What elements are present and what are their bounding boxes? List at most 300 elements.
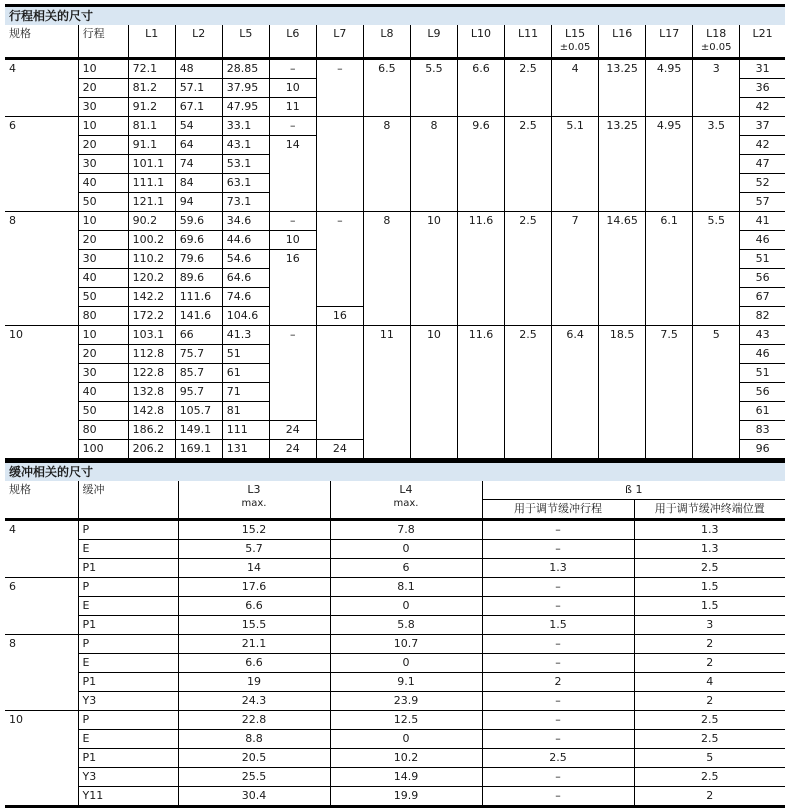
l5-cell: 41.3 (222, 326, 269, 345)
table-row (5, 711, 785, 730)
l4-cell: 0 (330, 597, 482, 616)
l3-cell: 19 (178, 673, 330, 692)
l15-cell: 7 (552, 212, 599, 326)
l6-cell: 10 (269, 231, 316, 250)
header-spacer (320, 41, 360, 55)
l1-cell: 103.1 (128, 326, 175, 345)
column-header-l6 (269, 25, 316, 59)
l1-cell: 186.2 (128, 421, 175, 440)
l6-cell: 10 (269, 79, 316, 98)
l8-cell: 11 (363, 326, 410, 460)
l5-cell: 74.6 (222, 288, 269, 307)
l8-cell: 8 (363, 117, 410, 212)
l4-cell: 12.5 (330, 711, 482, 730)
column-header-label: L6 (286, 27, 300, 40)
l21-cell: 46 (740, 231, 785, 250)
l7-cell (316, 421, 363, 440)
l7-cell (316, 174, 363, 193)
l3-cell: 30.4 (178, 787, 330, 807)
l1-cell: 121.1 (128, 193, 175, 212)
l3-cell: 21.1 (178, 635, 330, 654)
l18-cell: 3.5 (693, 117, 740, 212)
column-header-label: L4 (399, 483, 413, 496)
column-header-l11 (505, 25, 552, 59)
l3-cell: 15.2 (178, 520, 330, 540)
l1-cell: 72.1 (128, 59, 175, 79)
cushion-dimensions-table (5, 460, 785, 808)
l21-cell: 96 (740, 440, 785, 460)
stroke-cell: 50 (78, 193, 128, 212)
column-header-beta1-end: 用于调节缓冲终端位置 (634, 500, 785, 520)
column-header-label: L3 (247, 483, 261, 496)
l5-cell: 44.6 (222, 231, 269, 250)
cushion-cell: Y11 (78, 787, 178, 807)
section-title: 缓冲相关的尺寸 (5, 462, 785, 482)
beta1-stroke-cell: – (482, 635, 634, 654)
l5-cell: 71 (222, 383, 269, 402)
l15-cell: 5.1 (552, 117, 599, 212)
column-header-max: max. (393, 498, 419, 509)
l7-cell (316, 269, 363, 288)
header-spacer (414, 41, 454, 55)
l6-cell (269, 345, 316, 364)
l2-cell: 54 (175, 117, 222, 136)
cushion-cell: E (78, 654, 178, 673)
l9-cell: 8 (410, 117, 457, 212)
l11-cell: 2.5 (505, 326, 552, 460)
l6-cell (269, 269, 316, 288)
l4-cell: 6 (330, 559, 482, 578)
l11-cell: 2.5 (505, 117, 552, 212)
column-header-beta1-stroke: 用于调节缓冲行程 (482, 500, 634, 520)
column-header-cushion: 缓冲 (78, 481, 178, 520)
l3-cell: 22.8 (178, 711, 330, 730)
l6-cell (269, 174, 316, 193)
l4-cell: 10.2 (330, 749, 482, 768)
l21-cell: 56 (740, 269, 785, 288)
l2-cell: 67.1 (175, 98, 222, 117)
l2-cell: 169.1 (175, 440, 222, 460)
l5-cell: 73.1 (222, 193, 269, 212)
header-spacer (461, 41, 501, 55)
beta1-end-cell: 4 (634, 673, 785, 692)
beta1-stroke-cell: – (482, 692, 634, 711)
l1-cell: 101.1 (128, 155, 175, 174)
l3-cell: 5.7 (178, 540, 330, 559)
l16-cell: 13.25 (599, 117, 646, 212)
l11-cell: 2.5 (505, 59, 552, 117)
table-row (5, 117, 785, 136)
l3-cell: 14 (178, 559, 330, 578)
l17-cell: 4.95 (646, 117, 693, 212)
l2-cell: 66 (175, 326, 222, 345)
l2-cell: 89.6 (175, 269, 222, 288)
header-spacer (9, 41, 75, 55)
beta1-end-cell: 2.5 (634, 559, 785, 578)
l2-cell: 57.1 (175, 79, 222, 98)
l21-cell: 46 (740, 345, 785, 364)
l7-cell (316, 136, 363, 155)
l1-cell: 172.2 (128, 307, 175, 326)
column-header-label: L21 (752, 27, 773, 40)
l6-cell: 16 (269, 250, 316, 269)
l6-cell (269, 193, 316, 212)
l4-cell: 7.8 (330, 520, 482, 540)
column-header-label: L18 (706, 27, 727, 40)
l21-cell: 56 (740, 383, 785, 402)
l5-cell: 61 (222, 364, 269, 383)
l1-cell: 91.1 (128, 136, 175, 155)
l2-cell: 141.6 (175, 307, 222, 326)
l21-cell: 47 (740, 155, 785, 174)
stroke-cell: 20 (78, 136, 128, 155)
cushion-cell: P1 (78, 559, 178, 578)
beta1-end-cell: 2.5 (634, 768, 785, 787)
table-row (5, 768, 785, 787)
l18-cell: 5.5 (693, 212, 740, 326)
header-spacer (367, 41, 407, 55)
l2-cell: 95.7 (175, 383, 222, 402)
l7-cell: 16 (316, 307, 363, 326)
beta1-end-cell: 1.3 (634, 520, 785, 540)
column-header-l15 (552, 25, 599, 59)
l21-cell: 57 (740, 193, 785, 212)
l21-cell: 37 (740, 117, 785, 136)
l7-cell: – (316, 212, 363, 231)
l3-cell: 6.6 (178, 597, 330, 616)
column-header-l1 (128, 25, 175, 59)
l1-cell: 132.8 (128, 383, 175, 402)
l6-cell: 24 (269, 440, 316, 460)
l5-cell: 43.1 (222, 136, 269, 155)
stroke-cell: 80 (78, 307, 128, 326)
beta1-end-cell: 1.3 (634, 540, 785, 559)
beta1-stroke-cell: 2.5 (482, 749, 634, 768)
l1-cell: 110.2 (128, 250, 175, 269)
l7-cell (316, 155, 363, 174)
l2-cell: 48 (175, 59, 222, 79)
cushion-cell: P (78, 635, 178, 654)
l3-cell: 8.8 (178, 730, 330, 749)
beta1-stroke-cell: – (482, 578, 634, 597)
l4-cell: 5.8 (330, 616, 482, 635)
table-row (5, 749, 785, 768)
stroke-cell: 50 (78, 288, 128, 307)
table-row (5, 635, 785, 654)
beta1-end-cell: 2 (634, 635, 785, 654)
l10-cell: 9.6 (457, 117, 504, 212)
beta1-stroke-cell: – (482, 654, 634, 673)
column-header-label: L1 (145, 27, 159, 40)
column-header-规格 (5, 25, 78, 59)
l10-cell: 11.6 (457, 212, 504, 326)
l17-cell: 4.95 (646, 59, 693, 117)
column-header-l16 (599, 25, 646, 59)
l8-cell: 8 (363, 212, 410, 326)
column-header-l10 (457, 25, 504, 59)
l7-cell (316, 250, 363, 269)
column-header-size: 规格 (5, 481, 78, 520)
l5-cell: 34.6 (222, 212, 269, 231)
stroke-cell: 30 (78, 98, 128, 117)
l3-cell: 24.3 (178, 692, 330, 711)
l7-cell (316, 193, 363, 212)
column-header-label: L10 (470, 27, 492, 40)
stroke-cell: 30 (78, 364, 128, 383)
l1-cell: 100.2 (128, 231, 175, 250)
l7-cell (316, 345, 363, 364)
column-header-l4 (330, 481, 482, 520)
beta1-end-cell: 2 (634, 692, 785, 711)
l2-cell: 64 (175, 136, 222, 155)
beta1-stroke-cell: 1.3 (482, 559, 634, 578)
l7-cell: 24 (316, 440, 363, 460)
cushion-cell: P (78, 711, 178, 730)
table-row (5, 326, 785, 345)
header-spacer (226, 41, 266, 55)
l2-cell: 59.6 (175, 212, 222, 231)
l1-cell: 91.2 (128, 98, 175, 117)
l21-cell: 82 (740, 307, 785, 326)
header-spacer (602, 41, 642, 55)
cushion-cell: P (78, 520, 178, 540)
column-header-行程 (78, 25, 128, 59)
l2-cell: 84 (175, 174, 222, 193)
table-row (5, 559, 785, 578)
l6-cell: 14 (269, 136, 316, 155)
column-header-l5 (222, 25, 269, 59)
l4-cell: 23.9 (330, 692, 482, 711)
cushion-cell: E (78, 597, 178, 616)
beta1-end-cell: 2.5 (634, 730, 785, 749)
l6-cell: – (269, 117, 316, 136)
stroke-cell: 80 (78, 421, 128, 440)
l4-cell: 19.9 (330, 787, 482, 807)
size-cell: 8 (5, 212, 78, 326)
l6-cell: – (269, 326, 316, 345)
l6-cell (269, 155, 316, 174)
column-header-l17 (646, 25, 693, 59)
column-header-label: L17 (659, 27, 680, 40)
l2-cell: 79.6 (175, 250, 222, 269)
l2-cell: 85.7 (175, 364, 222, 383)
l10-cell: 6.6 (457, 59, 504, 117)
table-row (5, 654, 785, 673)
beta1-stroke-cell: – (482, 540, 634, 559)
size-cell: 8 (5, 635, 78, 711)
l4-cell: 0 (330, 540, 482, 559)
column-header-tolerance: ±0.05 (700, 42, 732, 53)
cushion-cell: E (78, 540, 178, 559)
l9-cell: 5.5 (410, 59, 457, 117)
l2-cell: 111.6 (175, 288, 222, 307)
cushion-cell: P (78, 578, 178, 597)
l2-cell: 75.7 (175, 345, 222, 364)
header-spacer (132, 41, 172, 55)
table-row (5, 212, 785, 231)
beta1-end-cell: 2 (634, 654, 785, 673)
l5-cell: 28.85 (222, 59, 269, 79)
l3-cell: 15.5 (178, 616, 330, 635)
stroke-cell: 10 (78, 326, 128, 345)
l16-cell: 14.65 (599, 212, 646, 326)
l3-cell: 25.5 (178, 768, 330, 787)
stroke-cell: 10 (78, 212, 128, 231)
header-spacer (743, 41, 782, 55)
beta1-end-cell: 3 (634, 616, 785, 635)
l11-cell: 2.5 (505, 212, 552, 326)
l21-cell: 42 (740, 136, 785, 155)
l7-cell: – (316, 59, 363, 79)
l6-cell (269, 402, 316, 421)
l7-cell (316, 402, 363, 421)
stroke-cell: 40 (78, 269, 128, 288)
column-header-l8 (363, 25, 410, 59)
l7-cell (316, 79, 363, 98)
beta1-stroke-cell: – (482, 768, 634, 787)
l18-cell: 5 (693, 326, 740, 460)
l5-cell: 54.6 (222, 250, 269, 269)
column-header-max: max. (241, 498, 267, 509)
stroke-cell: 20 (78, 79, 128, 98)
l21-cell: 51 (740, 364, 785, 383)
table-row (5, 692, 785, 711)
l1-cell: 112.8 (128, 345, 175, 364)
cushion-cell: E (78, 730, 178, 749)
l5-cell: 131 (222, 440, 269, 460)
section-title: 行程相关的尺寸 (5, 6, 785, 26)
l21-cell: 52 (740, 174, 785, 193)
size-cell: 6 (5, 117, 78, 212)
l6-cell (269, 383, 316, 402)
stroke-cell: 20 (78, 231, 128, 250)
column-header-label: 行程 (82, 27, 105, 40)
beta1-end-cell: 1.5 (634, 578, 785, 597)
table-row (5, 578, 785, 597)
l6-cell: 11 (269, 98, 316, 117)
l2-cell: 69.6 (175, 231, 222, 250)
column-header-l7 (316, 25, 363, 59)
column-header-label: L9 (427, 27, 441, 40)
cushion-cell: Y3 (78, 692, 178, 711)
column-header-beta1: ß 1 (482, 481, 785, 500)
l1-cell: 142.8 (128, 402, 175, 421)
l5-cell: 111 (222, 421, 269, 440)
table-row (5, 59, 785, 79)
beta1-stroke-cell: – (482, 597, 634, 616)
l15-cell: 6.4 (552, 326, 599, 460)
size-cell: 4 (9, 523, 16, 536)
l21-cell: 51 (740, 250, 785, 269)
beta1-stroke-cell: 2 (482, 673, 634, 692)
l7-cell (316, 383, 363, 402)
l7-cell (316, 117, 363, 136)
l1-cell: 206.2 (128, 440, 175, 460)
beta1-stroke-cell: – (482, 520, 634, 540)
l9-cell: 10 (410, 326, 457, 460)
l1-cell: 111.1 (128, 174, 175, 193)
l9-cell: 10 (410, 212, 457, 326)
l4-cell: 8.1 (330, 578, 482, 597)
l3-cell: 6.6 (178, 654, 330, 673)
l1-cell: 90.2 (128, 212, 175, 231)
beta1-stroke-cell: – (482, 711, 634, 730)
table-row (5, 597, 785, 616)
column-header-label: L7 (333, 27, 347, 40)
l5-cell: 47.95 (222, 98, 269, 117)
l1-cell: 81.1 (128, 117, 175, 136)
header-spacer (508, 41, 548, 55)
size-cell: 10 (5, 326, 78, 460)
column-header-label: 规格 (9, 27, 31, 40)
l18-cell: 3 (693, 59, 740, 117)
cushion-cell: Y3 (78, 768, 178, 787)
l1-cell: 122.8 (128, 364, 175, 383)
l17-cell: 7.5 (646, 326, 693, 460)
l5-cell: 63.1 (222, 174, 269, 193)
beta1-stroke-cell: 1.5 (482, 616, 634, 635)
l8-cell: 6.5 (363, 59, 410, 117)
column-header-l3 (178, 481, 330, 520)
stroke-dimensions-table (5, 4, 785, 461)
stroke-cell: 30 (78, 155, 128, 174)
l21-cell: 61 (740, 402, 785, 421)
l5-cell: 53.1 (222, 155, 269, 174)
beta1-end-cell: 1.5 (634, 597, 785, 616)
l15-cell: 4 (552, 59, 599, 117)
column-header-label: L8 (380, 27, 394, 40)
l5-cell: 37.95 (222, 79, 269, 98)
l6-cell (269, 307, 316, 326)
table-row (5, 520, 785, 540)
l5-cell: 64.6 (222, 269, 269, 288)
column-header-label: L11 (517, 27, 539, 40)
column-header-l2 (175, 25, 222, 59)
l21-cell: 41 (740, 212, 785, 231)
size-cell: 6 (5, 578, 78, 635)
column-header-label: L15 (565, 27, 586, 40)
l1-cell: 120.2 (128, 269, 175, 288)
beta1-end-cell: 2 (634, 787, 785, 807)
stroke-cell: 40 (78, 383, 128, 402)
column-header-label: L2 (192, 27, 206, 40)
table-row (5, 673, 785, 692)
stroke-cell: 10 (78, 59, 128, 79)
l7-cell (316, 326, 363, 345)
l21-cell: 83 (740, 421, 785, 440)
size-cell: 4 (9, 62, 16, 75)
header-spacer (649, 41, 689, 55)
l21-cell: 43 (740, 326, 785, 345)
table-row (5, 787, 785, 807)
l21-cell: 42 (740, 98, 785, 117)
l4-cell: 9.1 (330, 673, 482, 692)
column-header-label: L16 (612, 27, 633, 40)
l2-cell: 105.7 (175, 402, 222, 421)
column-header-label: L5 (239, 27, 253, 40)
stroke-cell: 10 (78, 117, 128, 136)
l2-cell: 94 (175, 193, 222, 212)
l4-cell: 14.9 (330, 768, 482, 787)
header-spacer (273, 41, 313, 55)
beta1-end-cell: 2.5 (634, 711, 785, 730)
column-header-l18 (693, 25, 740, 59)
l5-cell: 104.6 (222, 307, 269, 326)
l10-cell: 11.6 (457, 326, 504, 460)
l2-cell: 74 (175, 155, 222, 174)
l1-cell: 142.2 (128, 288, 175, 307)
cushion-cell: P1 (78, 749, 178, 768)
